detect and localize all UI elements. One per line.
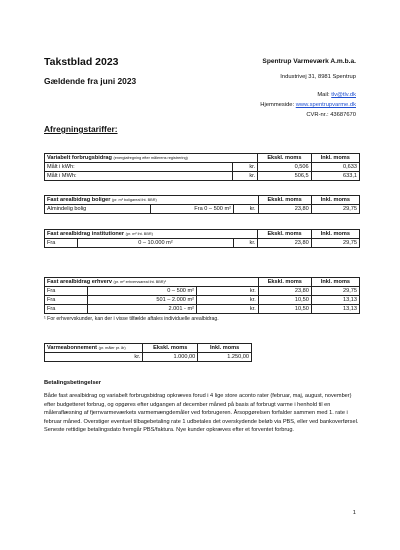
table-maaler-title: Varmeabonnement (pr. måler pr. år)	[45, 344, 143, 353]
table-erhverv: Fast arealbidrag erhverv (pr. m² erhvervsareal iht. BBR)¹ Ekskl. moms Inkl. moms Fra 0 – 500 m² kr. 23,80 29,75 Fra 501 – 2.000 m² kr. 10,50 13,13 Fra 2.001 - m² kr. 10,50 13,13	[44, 277, 360, 314]
table-variabelt	[44, 153, 360, 181]
payment-terms-heading: Betalingsbetingelser	[44, 380, 102, 386]
payment-terms-text: Både fast arealbidrag og variabelt forbrugsbidrag opkræves forud i 4 lige store aconto rater (februar, maj, august, november) efter budgetteret forbrug, og opgøres efter udgangen af december måned på basis af forbrugt varme i henhold til en måleraflæsning af fjernvarmeværkets varmemængdemåler ved forbrugeren. Årsopgørelsen forfalder sammen med 1. rate i februar måned. Overstiger eventuel tilbagebetaling rate 1 udbetales det overskydende beløb via PBS, eller ved bankoverførsel. Seneste rettidige betalingsdato fremgår PBS/faktura. Nye kunder opkræves efter et forventet forbrug.	[44, 393, 359, 433]
table-institutioner: Fast arealbidrag institutioner (pr. m² iht. BBR) Ekskl. moms Inkl. moms Fra 0 – 10.000 m² kr. 23,80 29,75	[44, 229, 360, 248]
page-title: Takstblad 2023	[44, 56, 119, 68]
col-excl: Ekskl. moms	[258, 154, 311, 163]
company-name: Spentrup Varmeværk A.m.b.a.	[262, 58, 356, 65]
page-number: 1	[352, 510, 356, 516]
web-label: Hjemmeside:	[260, 102, 295, 108]
table-maaler: Varmeabonnement (pr. måler pr. år) Ekskl. moms Inkl. moms kr. 1.000,00 1.250,00	[44, 343, 252, 362]
table-row: Målt i MWh: kr. 506,5 633,1	[45, 172, 360, 181]
section-heading: Afregningstariffer:	[44, 124, 118, 134]
table-variabelt-title: Variabelt forbrugsbidrag (energiafregning efter målerens registrering)	[45, 154, 258, 163]
mail-label: Mail:	[317, 92, 330, 98]
table-row: Fra 501 – 2.000 m² kr. 10,50 13,13	[45, 296, 360, 305]
company-web	[260, 102, 356, 108]
table-institutioner-title: Fast arealbidrag institutioner (pr. m² iht. BBR)	[45, 230, 258, 239]
web-link[interactable]: www.spentrupvarme.dk	[295, 102, 356, 108]
mail-link[interactable]: tlv@tlv.dk	[331, 92, 356, 98]
table-row: Fra 0 – 10.000 m² kr. 23,80 29,75	[45, 239, 360, 248]
table-boliger-title: Fast arealbidrag boliger (pr. m² boligareal iht. BBR)	[45, 196, 259, 205]
footnote: ¹ For erhvervskunder, kan der i visse tilfælde aftales individuelle arealbidrag.	[44, 316, 219, 322]
table-erhverv-title: Fast arealbidrag erhverv (pr. m² erhvervsareal iht. BBR)¹	[45, 278, 259, 287]
table-row: Fra 0 – 500 m² kr. 23,80 29,75	[45, 287, 360, 296]
table-row: Almindelig bolig Fra 0 – 500 m² kr. 23,80 29,75	[45, 205, 360, 214]
col-incl: Inkl. moms	[311, 154, 359, 163]
table-row: Målt i kWh: kr. 0,506 0,633	[45, 163, 360, 172]
company-mail	[317, 92, 356, 98]
company-cvr: CVR-nr.: 43687670	[306, 112, 356, 118]
page-subtitle: Gældende fra juni 2023	[44, 76, 137, 86]
table-boliger: Fast arealbidrag boliger (pr. m² boligareal iht. BBR) Ekskl. moms Inkl. moms Almindelig bolig Fra 0 – 500 m² kr. 23,80 29,75	[44, 195, 360, 214]
company-address: Industrivej 31, 8981 Spentrup	[280, 74, 356, 80]
table-row: kr. 1.000,00 1.250,00	[45, 353, 252, 362]
table-row: Fra 2.001 - m² kr. 10,50 13,13	[45, 305, 360, 314]
